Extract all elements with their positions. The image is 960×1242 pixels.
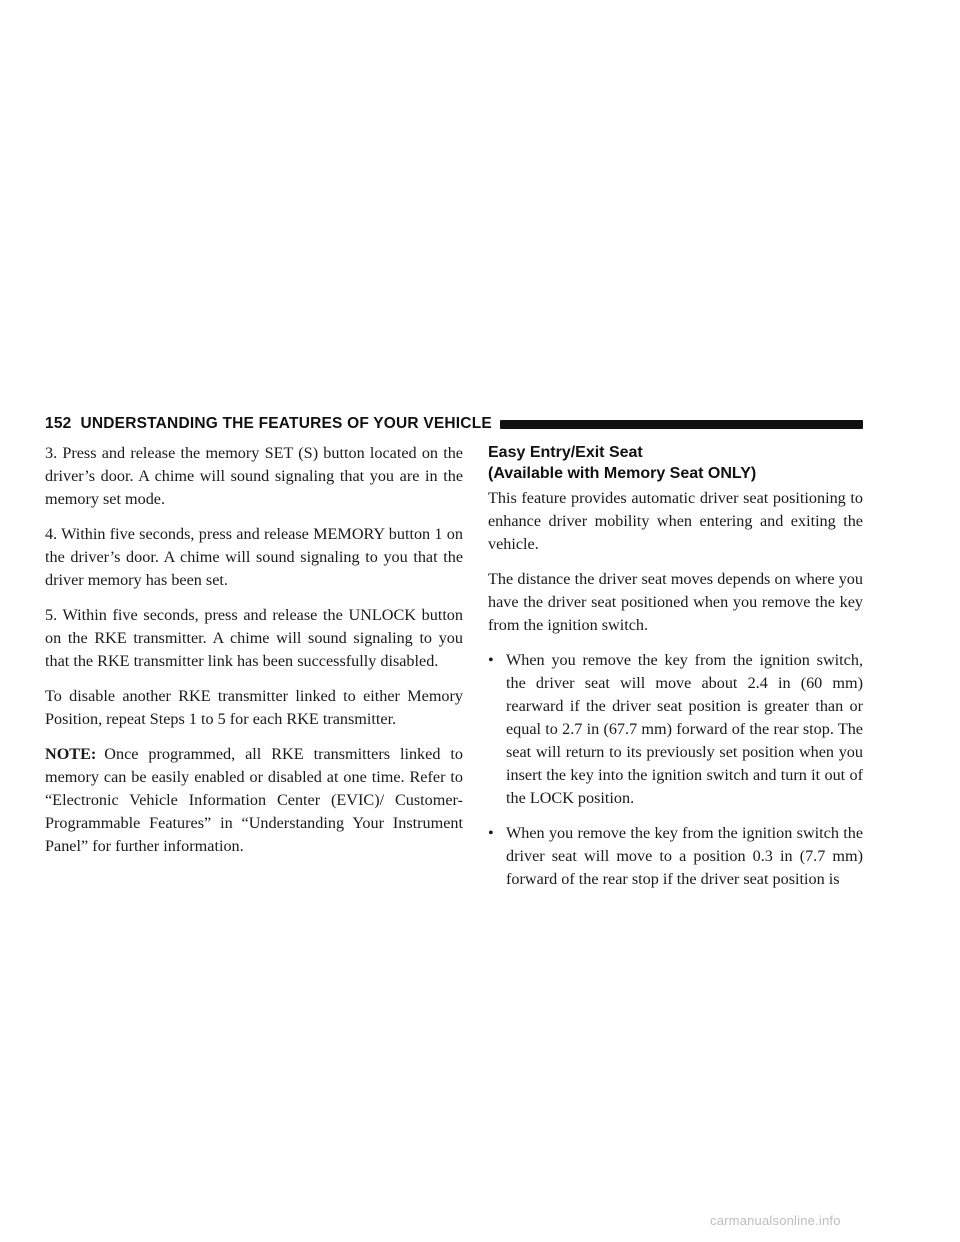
left-column	[45, 442, 463, 870]
bullet-text: When you remove the key from the ignition switch, the driver seat will move about 2.4 in (60 mm) rearward if the driver seat position is greater than or equal to 2.7 in (67.7 mm) forward of the rear stop. The seat will return to its previously set position when you insert the key into the ignition switch and turn it out of the LOCK position.	[506, 651, 863, 807]
running-header	[45, 415, 492, 433]
bullet-item	[488, 822, 863, 891]
section-title: UNDERSTANDING THE FEATURES OF YOUR VEHICLE	[80, 415, 492, 432]
section-heading	[488, 442, 863, 484]
paragraph-step-3: 3. Press and release the memory SET (S) button located on the driver’s door. A chime will sound signaling that you are in the memory set mode.	[45, 444, 463, 508]
page-number: 152	[45, 415, 72, 432]
note-label: NOTE:	[45, 745, 97, 763]
paragraph-disable-another: To disable another RKE transmitter linked to either Memory Position, repeat Steps 1 to 5 for each RKE transmitter.	[45, 687, 463, 728]
bullet-item	[488, 649, 863, 810]
watermark-link[interactable]: carmanualsonline.info	[710, 1213, 841, 1228]
heading-line-1: Easy Entry/Exit Seat	[488, 444, 643, 461]
page-header	[45, 414, 863, 434]
bullet-dot: •	[488, 651, 494, 669]
note-paragraph	[45, 743, 463, 858]
bullet-dot: •	[488, 824, 494, 842]
header-rule	[500, 420, 863, 429]
note-text: Once programmed, all RKE transmitters linked to memory can be easily enabled or disabled at one time. Refer to “Electronic Vehicle Information Center (EVIC)/ Customer-Programmable Features” in “Understanding Your Instrument Panel” for further information.	[45, 745, 463, 855]
paragraph-feature-intro: This feature provides automatic driver seat positioning to enhance driver mobility when entering and exiting the vehicle.	[488, 489, 863, 553]
bullet-text: When you remove the key from the ignition switch the driver seat will move to a position 0.3 in (7.7 mm) forward of the rear stop if the driver seat position is	[506, 824, 863, 888]
paragraph-step-5: 5. Within five seconds, press and release the UNLOCK button on the RKE transmitter. A chime will sound signaling to you that the RKE transmitter link has been successfully disabled.	[45, 606, 463, 670]
right-column	[488, 442, 863, 903]
paragraph-distance: The distance the driver seat moves depends on where you have the driver seat positioned when you remove the key from the ignition switch.	[488, 570, 863, 634]
paragraph-step-4: 4. Within five seconds, press and release MEMORY button 1 on the driver’s door. A chime will sound signaling to you that the driver memory has been set.	[45, 525, 463, 589]
heading-line-2: (Available with Memory Seat ONLY)	[488, 465, 757, 482]
